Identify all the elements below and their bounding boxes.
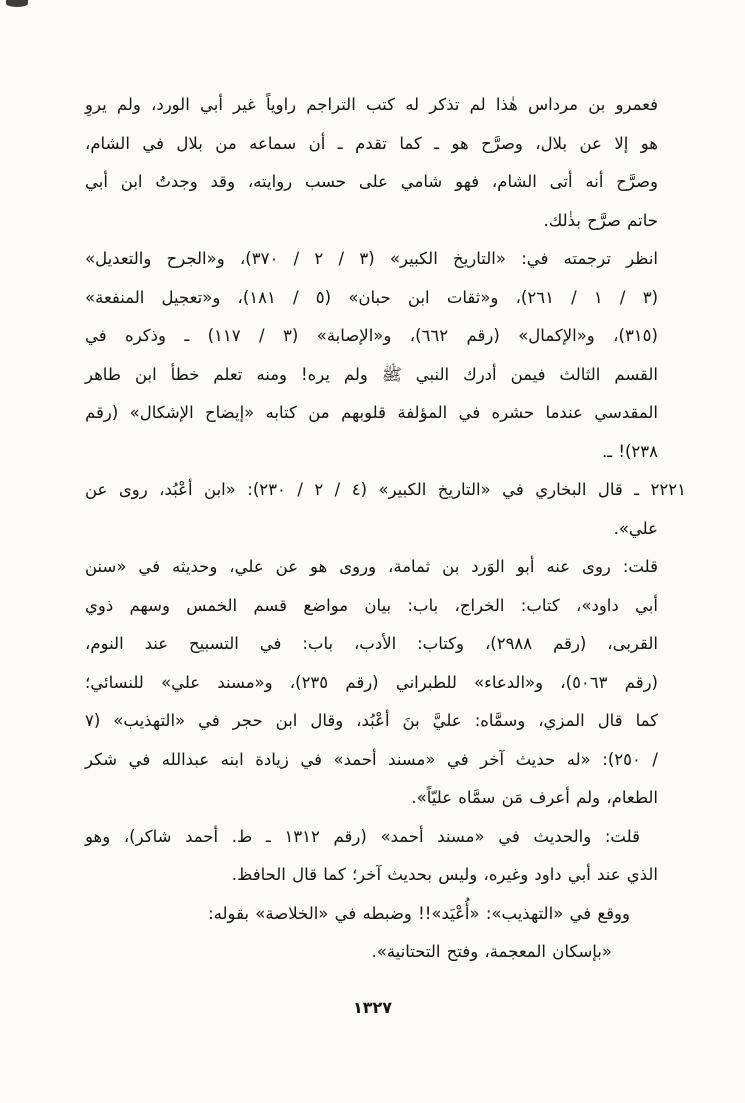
page-number: ١٣٢٧ [352,998,393,1017]
text-line: وصرَّح أنه أتى الشام، فهو شامي على حسب روايته، وقد وجدتُ ابن أبي [85,172,658,191]
text-line: ٢٣٨)! ـ. [602,441,658,461]
text-line: فعمرو بن مرداس هٰذا لم تذكر له كتب التراجم راوياً غير أبي الورد، ولم يروِ [85,95,658,114]
text-line: الذي عند أبي داود وغيره، وليس بحديث آخر؛ كما قال الحافظ. [231,865,658,884]
text-line: القربى، (رقم ٢٩٨٨)، وكتاب: الأدب، باب: في التسبيح عند النوم، [85,634,658,653]
text-line: المقدسي عندما حشره في المؤلفة قلوبهم من كتابه «إيضاح الإشكال» (رقم [85,403,658,422]
text-line: ووقع في «التهذيب»: «أُعْيَد»!! وضبطه في «الخلاصة» بقوله: [208,903,630,923]
text-line: (٣ / ١ / ٢٦١)، و«ثقات ابن حبان» (٥ / ١٨١)، و«تعجيل المنفعة» [85,287,658,307]
scan-artifact [6,0,28,7]
text-line: / ٢٥٠): «له حديث آخر في «مسند أحمد» في زيادة ابنه عبدالله في شكر [85,749,658,769]
text-line: أبي داود»، كتاب: الخراج، باب: بيان مواضع قسم الخمس وسهم ذوي [85,595,658,615]
text-line: (٣١٥)، و«الإكمال» (رقم ٦٦٢)، و«الإصابة» (٣ / ١١٧) ـ وذكره في [85,326,658,345]
text-line: كما قال المزي، وسمَّاه: عليَّ بنَ أعْبُد، وقال ابن حجر في «التهذيب» (٧ [85,711,658,730]
text-line: القسم الثالث فيمن أدرك النبي ﷺ ولم يره! ومنه تعلم خطأ ابن طاهر [85,364,658,384]
entry-number-line: ٢٢٢١ ـ قال البخاري في «التاريخ الكبير» (٤ / ٢ / ٢٣٠): «ابن أعْبُد، روى عن [85,480,686,499]
text-line: حاتم صرَّح بذٰلك. [543,210,658,230]
text-line: علي». [613,518,658,538]
text-line: هو إلا عن بلال، وصرَّح هو ـ كما تقدم ـ أن سماعه من بلال في الشام، [85,133,658,153]
text-line: قلت: روى عنه أبو الوَرد بن ثمامة، وروى هو عن علي، وحديثه في «سنن [85,557,658,576]
text-line: (رقم ٥٠٦٣)، و«الدعاء» للطبراني (رقم ٢٣٥)، و«مسند علي» للنسائي؛ [85,672,658,692]
text-line: انظر ترجمته في: «التاريخ الكبير» (٣ / ٢ / ٣٧٠)، و«الجرح والتعديل» [85,249,658,268]
page-text [85,86,686,972]
text-line: الطعام، ولم أعرف مَن سمَّاه عليّاً». [411,788,658,807]
text-line: قلت: والحديث في «مسند أحمد» (رقم ١٣١٢ ـ ط. أحمد شاكر)، وهو [85,826,640,846]
text-line: «بإسكان المعجمة، وفتح التحتانية». [371,942,612,961]
